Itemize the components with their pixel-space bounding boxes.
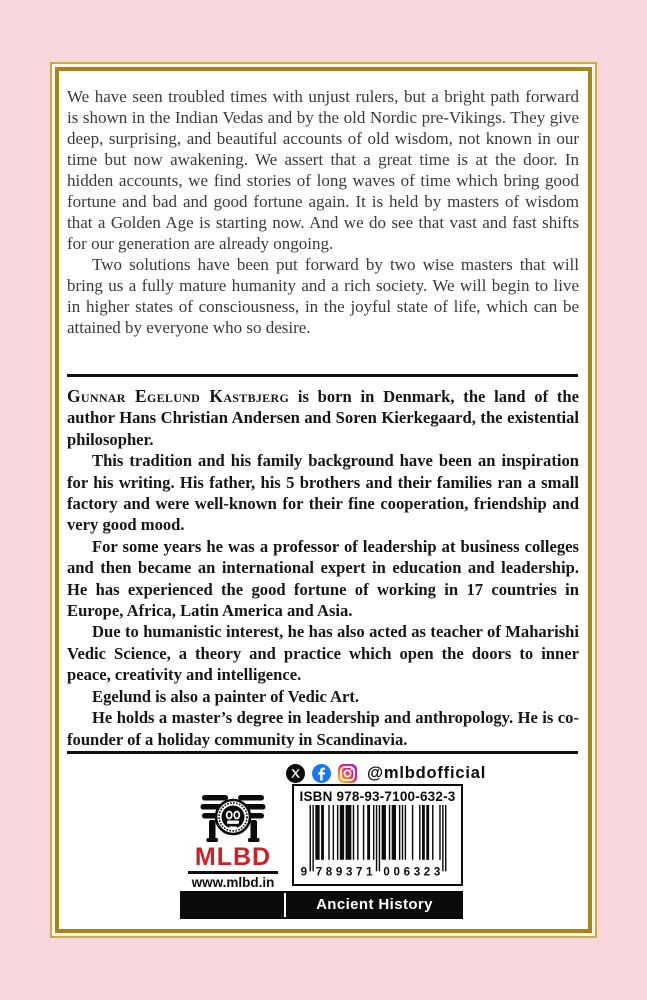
svg-text:7: 7: [355, 866, 362, 879]
ean13-barcode: [298, 805, 458, 879]
social-media-row: [286, 763, 486, 784]
bio-paragraph: For some years he was a professor of leadership at business colleges and then became an international expert in education and leadership. He has experienced the good fortune of working in 17 countries in Europe, Africa, Latin America and Asia.: [67, 536, 579, 621]
svg-text:0: 0: [393, 866, 400, 879]
svg-text:9: 9: [335, 866, 342, 879]
svg-text:6: 6: [403, 866, 410, 879]
category-bar: [180, 891, 463, 919]
facebook-icon: [312, 764, 331, 783]
publisher-website: www.mlbd.in: [191, 874, 275, 890]
publisher-name: MLBD: [194, 843, 272, 871]
svg-text:1: 1: [365, 866, 373, 879]
synopsis-paragraph: We have seen troubled times with unjust rulers, but a bright path forward is shown in the Indian Vedas and by the old Nordic pre-Vikings. They give deep, surprising, and beautiful accounts of old wisdom, not known in our time but now awakening. We assert that a great time is at the door. In hidden accounts, we find stories of long waves of time which bring good fortune and bad and good fortune again. It is held by masters of wisdom that a Golden Age is starting now. And we do see that vast and fast shifts for our generation are already ongoing.: [67, 87, 579, 253]
publisher-underline: [188, 871, 278, 874]
publisher-logo-block: [188, 790, 278, 890]
isbn-number: ISBN 978-93-7100-632-3: [299, 789, 456, 804]
synopsis-text: [67, 86, 579, 338]
author-bio-text: [67, 386, 579, 748]
bio-paragraph: Egelund is also a painter of Vedic Art.: [92, 686, 360, 706]
social-handle: @mlbdofficial: [367, 764, 487, 782]
svg-text:7: 7: [315, 866, 322, 879]
publisher-emblem-icon: [199, 790, 267, 844]
x-icon: [286, 764, 305, 783]
svg-text:0: 0: [382, 866, 390, 879]
category-label: Ancient History: [316, 896, 433, 913]
section-divider-rule: [67, 751, 578, 754]
bio-intro-paragraph: [67, 386, 579, 450]
bio-intro-rest: is born in Denmark, the land of the author Hans Christian Andersen and Soren Kierkegaard, the existential philosopher.: [67, 387, 579, 449]
instagram-icon: [338, 764, 357, 783]
svg-text:2: 2: [423, 866, 430, 879]
bio-paragraph: Due to humanistic interest, he has also acted as teacher of Maharishi Vedic Science, a theory and practice which open the doors to inner peace, creativity and intelligence.: [67, 622, 579, 685]
author-name: Gunnar Egelund Kastbjerg: [67, 386, 290, 406]
isbn-barcode-box: [292, 784, 463, 886]
svg-text:9: 9: [300, 866, 307, 879]
synopsis-paragraph: Two solutions have been put forward by two wise masters that will bring us a fully mature humanity and a rich society. We will begin to live in higher states of consciousness, in the joyful state of life, which can be attained by everyone who so desire.: [67, 255, 579, 337]
svg-text:3: 3: [433, 866, 440, 879]
svg-text:8: 8: [325, 866, 332, 879]
section-divider-rule: [67, 374, 578, 377]
bio-paragraph: He holds a master’s degree in leadership and anthropology. He is co-founder of a holiday community in Scandinavia.: [67, 708, 579, 748]
svg-text:3: 3: [345, 866, 352, 879]
svg-text:3: 3: [413, 866, 420, 879]
bio-paragraph: This tradition and his family background have been an inspiration for his writing. His father, his 5 brothers and their families ran a small factory and were well-known for their fine cooperation, friendship and very good mood.: [67, 451, 579, 535]
